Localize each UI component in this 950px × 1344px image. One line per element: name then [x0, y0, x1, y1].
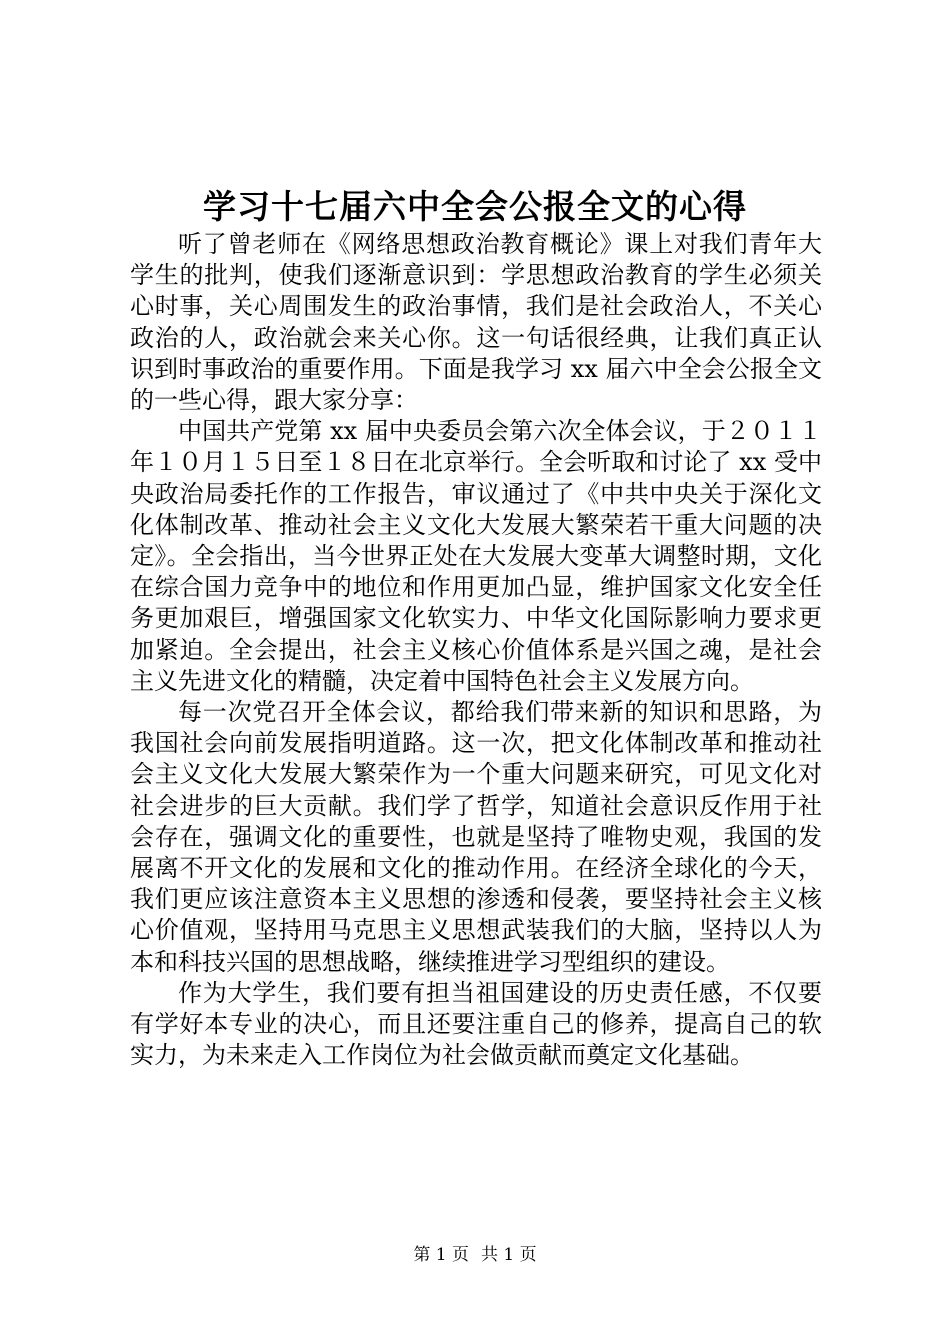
- paragraph-intro: 听了曾老师在《网络思想政治教育概论》课上对我们青年大学生的批判，使我们逐渐意识到：学思想政治教育的学生必须关心时事，关心周围发生的政治事情，我们是社会政治人，不关心政治的人，政治就会来关心你。这一句话很经典，让我们真正认识到时事政治的重要作用。下面是我学习 xx 届六中全会公报全文的一些心得，跟大家分享：: [130, 230, 822, 415]
- document-body: [130, 229, 822, 1071]
- paragraph-plenum-summary: 中国共产党第 xx 届中央委员会第六次全体会议，于２０１１年１０月１５日至１８日在北京举行。全会听取和讨论了 xx 受中央政治局委托作的工作报告，审议通过了《中共中央关于深化文化体制改革、推动社会主义文化大发展大繁荣若干重大问题的决定》。全会指出，当今世界正处在大发展大变革大调整时期，文化在综合国力竞争中的地位和作用更加凸显，维护国家文化安全任务更加艰巨，增强国家文化软实力、中华文化国际影响力要求更加紧迫。全会提出，社会主义核心价值体系是兴国之魂，是社会主义先进文化的精髓，决定着中国特色社会主义发展方向。: [130, 417, 822, 695]
- document-title: 学习十七届六中全会公报全文的心得: [203, 187, 747, 226]
- page-number: 第 1 页: [413, 1245, 469, 1265]
- paragraph-reflection: 每一次党召开全体会议，都给我们带来新的知识和思路，为我国社会向前发展指明道路。这一次，把文化体制改革和推动社会主义文化大发展大繁荣作为一个重大问题来研究，可见文化对社会进步的巨大贡献。我们学了哲学，知道社会意识反作用于社会存在，强调文化的重要性，也就是坚持了唯物史观，我国的发展离不开文化的发展和文化的推动作用。在经济全球化的今天，我们更应该注意资本主义思想的渗透和侵袭，要坚持社会主义核心价值观，坚持用马克思主义思想武装我们的大脑，坚持以人为本和科技兴国的思想战略，继续推进学习型组织的建设。: [130, 698, 822, 976]
- page-footer: [0, 1244, 950, 1266]
- page-total: 共 1 页: [481, 1245, 537, 1265]
- paragraph-conclusion: 作为大学生，我们要有担当祖国建设的历史责任感，不仅要有学好本专业的决心，而且还要注重自己的修养，提高自己的软实力，为未来走入工作岗位为社会做贡献而奠定文化基础。: [130, 978, 822, 1070]
